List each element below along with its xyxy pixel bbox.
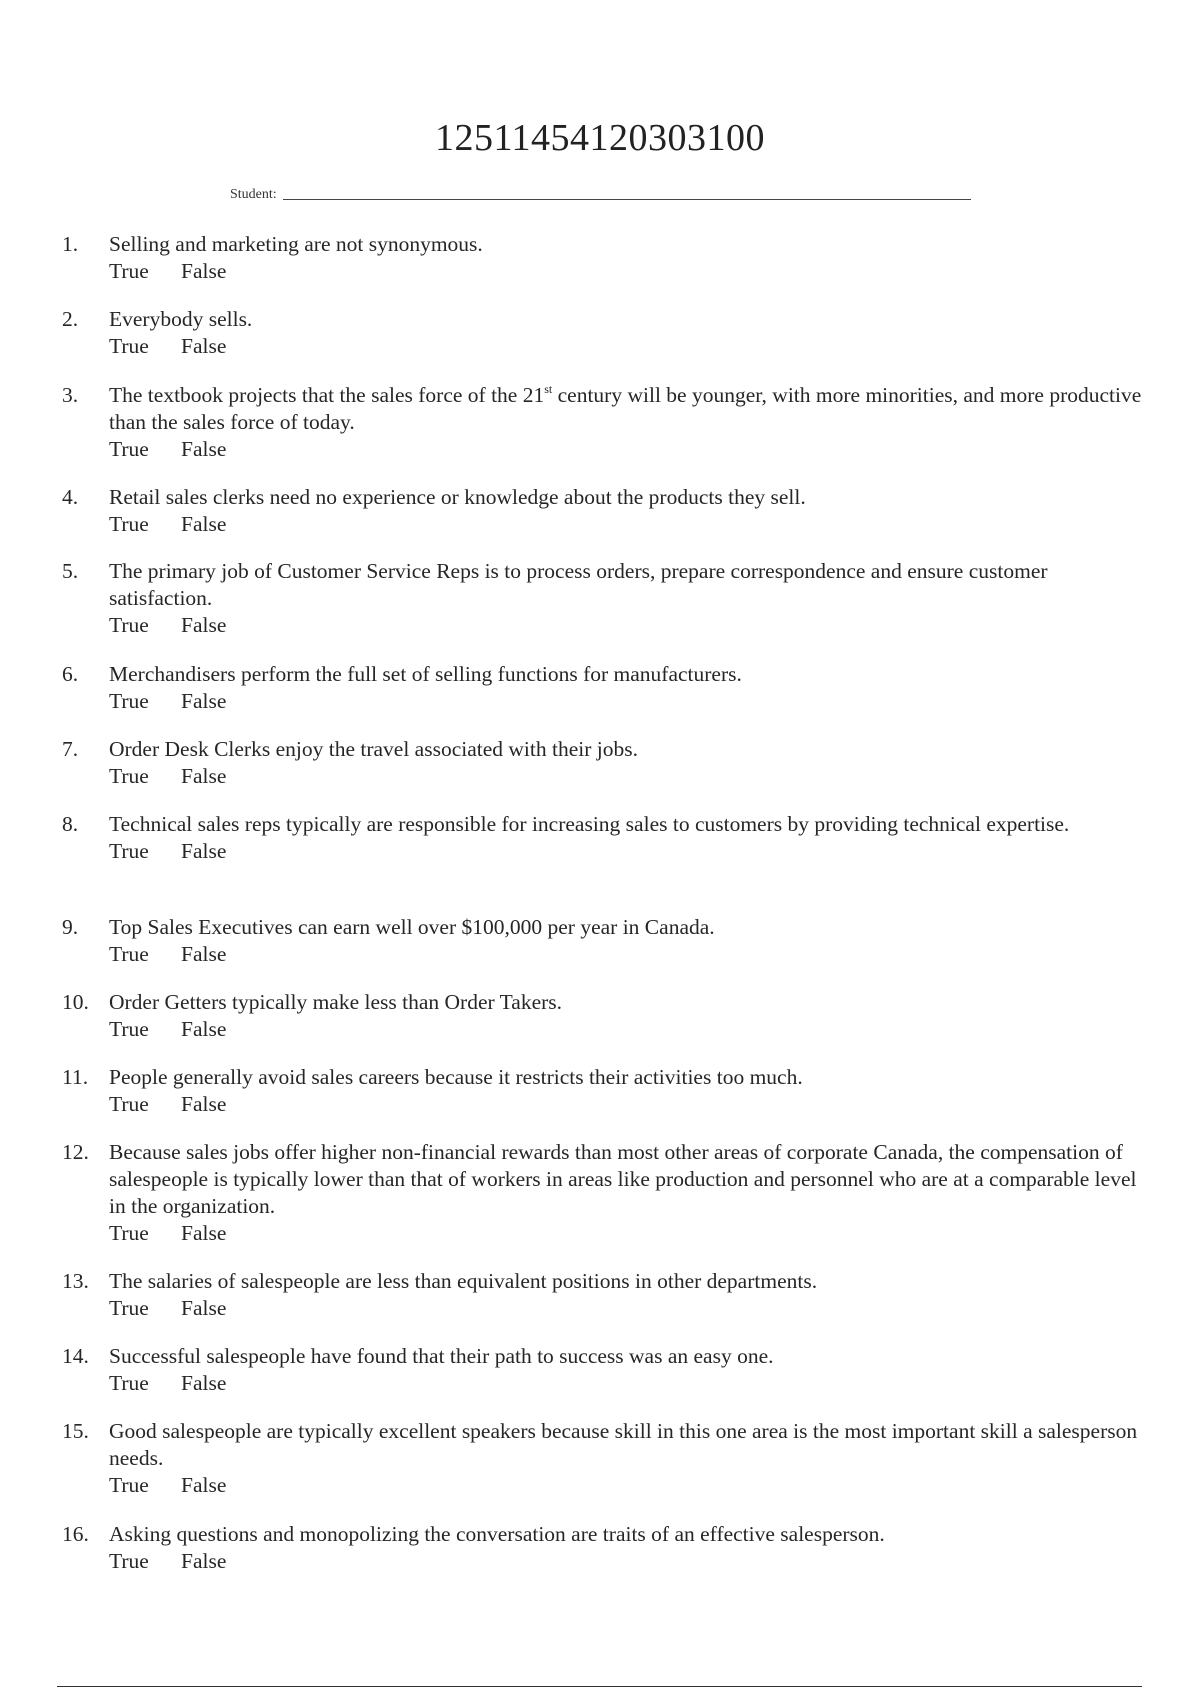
question-text: Order Desk Clerks enjoy the travel associated with their jobs.: [109, 737, 638, 761]
question-text: Good salespeople are typically excellent speakers because skill in this one area is the most important skill a salesperson needs.: [109, 1419, 1138, 1470]
option-false[interactable]: False: [181, 1296, 227, 1320]
question-number: 15.: [62, 1419, 89, 1443]
answer-options: [109, 511, 1152, 538]
question-number: 1.: [62, 232, 79, 256]
question-item: [62, 1343, 1152, 1397]
question-number: 7.: [62, 737, 79, 761]
answer-options: [109, 763, 1152, 790]
document-title: 12511454120303100: [434, 117, 766, 159]
question-item: [62, 558, 1152, 639]
option-false[interactable]: False: [181, 613, 227, 637]
option-false[interactable]: False: [181, 1549, 227, 1573]
option-false[interactable]: False: [181, 1221, 227, 1245]
question-text: Technical sales reps typically are responsible for increasing sales to customers by providing technical expertise.: [109, 812, 1070, 836]
answer-options: [109, 258, 1152, 285]
question-item: [62, 231, 1152, 285]
answer-options: [109, 612, 1152, 639]
option-true[interactable]: True: [109, 613, 149, 637]
option-false[interactable]: False: [181, 764, 227, 788]
question-text: The salaries of salespeople are less than equivalent positions in other departments.: [109, 1269, 818, 1293]
option-true[interactable]: True: [109, 839, 149, 863]
question-text: Successful salespeople have found that their path to success was an easy one.: [109, 1344, 774, 1368]
option-false[interactable]: False: [181, 1092, 227, 1116]
ordinal-superscript: st: [544, 382, 553, 396]
option-false[interactable]: False: [181, 1017, 227, 1041]
option-false[interactable]: False: [181, 259, 227, 283]
question-item: [62, 1268, 1152, 1322]
option-false[interactable]: False: [181, 1371, 227, 1395]
option-false[interactable]: False: [181, 942, 227, 966]
question-number: 14.: [62, 1344, 89, 1368]
option-true[interactable]: True: [109, 1473, 149, 1497]
question-number: 11.: [62, 1065, 89, 1089]
option-false[interactable]: False: [181, 839, 227, 863]
student-label: Student:: [230, 187, 277, 202]
question-item: [62, 1064, 1152, 1118]
answer-options: [109, 1548, 1152, 1575]
question-item: [62, 1418, 1152, 1499]
question-number: 9.: [62, 915, 79, 939]
question-item: [62, 1139, 1152, 1247]
question-text: Merchandisers perform the full set of selling functions for manufacturers.: [109, 662, 742, 686]
option-true[interactable]: True: [109, 1221, 149, 1245]
question-number: 12.: [62, 1140, 89, 1164]
option-true[interactable]: True: [109, 1371, 149, 1395]
question-text: [109, 382, 1152, 436]
question-number: 13.: [62, 1269, 89, 1293]
option-true[interactable]: True: [109, 1017, 149, 1041]
option-true[interactable]: True: [109, 1549, 149, 1573]
answer-options: [109, 941, 1152, 968]
question-text: Asking questions and monopolizing the conversation are traits of an effective salesperson.: [109, 1522, 885, 1546]
answer-options: [109, 333, 1152, 360]
option-true[interactable]: True: [109, 334, 149, 358]
question-item: [62, 306, 1152, 360]
question-text: Because sales jobs offer higher non-financial rewards than most other areas of corporate Canada, the compensation of salespeople is typically lower than that of workers in areas like production and personnel who are at a comparable level in the organization.: [109, 1140, 1137, 1218]
option-false[interactable]: False: [181, 437, 227, 461]
question-text: Retail sales clerks need no experience or knowledge about the products they sell.: [109, 485, 806, 509]
answer-options: [109, 1472, 1152, 1499]
option-false[interactable]: False: [181, 1473, 227, 1497]
page-bottom-rule: [57, 1686, 1142, 1687]
answer-options: [109, 436, 1152, 463]
student-name-field[interactable]: [283, 199, 971, 200]
question-text-part: The textbook projects that the sales force of the 21: [109, 383, 545, 407]
question-item: [62, 736, 1152, 790]
question-text: Everybody sells.: [109, 307, 253, 331]
question-number: 5.: [62, 559, 79, 583]
question-text: The primary job of Customer Service Reps is to process orders, prepare correspondence and ensure customer satisfaction.: [109, 559, 1048, 610]
question-item: [62, 484, 1152, 538]
question-item: [62, 1521, 1152, 1575]
answer-options: [109, 1016, 1152, 1043]
question-number: 2.: [62, 307, 79, 331]
question-text: People generally avoid sales careers because it restricts their activities too much.: [109, 1065, 803, 1089]
option-false[interactable]: False: [181, 334, 227, 358]
option-true[interactable]: True: [109, 1092, 149, 1116]
option-true[interactable]: True: [109, 764, 149, 788]
question-number: 4.: [62, 485, 79, 509]
question-item: [62, 382, 1152, 463]
answer-options: [109, 1220, 1152, 1247]
answer-options: [109, 688, 1152, 715]
question-number: 10.: [62, 990, 89, 1014]
question-number: 8.: [62, 812, 79, 836]
answer-options: [109, 1091, 1152, 1118]
question-number: 3.: [62, 383, 79, 407]
question-item: [62, 989, 1152, 1043]
option-false[interactable]: False: [181, 512, 227, 536]
option-true[interactable]: True: [109, 259, 149, 283]
option-true[interactable]: True: [109, 1296, 149, 1320]
question-item: [62, 811, 1152, 865]
answer-options: [109, 1370, 1152, 1397]
question-number: 16.: [62, 1522, 89, 1546]
option-true[interactable]: True: [109, 942, 149, 966]
question-item: [62, 914, 1152, 968]
student-name-row: [230, 187, 971, 203]
question-number: 6.: [62, 662, 79, 686]
question-item: [62, 661, 1152, 715]
answer-options: [109, 1295, 1152, 1322]
option-true[interactable]: True: [109, 512, 149, 536]
answer-options: [109, 838, 1152, 865]
question-text: Top Sales Executives can earn well over $100,000 per year in Canada.: [109, 915, 715, 939]
option-true[interactable]: True: [109, 437, 149, 461]
option-false[interactable]: False: [181, 689, 227, 713]
question-text: Selling and marketing are not synonymous.: [109, 232, 483, 256]
question-text: Order Getters typically make less than Order Takers.: [109, 990, 563, 1014]
question-text-part: century will be younger, with more minorities, and more productive than the sales force of today.: [109, 383, 1142, 434]
option-true[interactable]: True: [109, 689, 149, 713]
